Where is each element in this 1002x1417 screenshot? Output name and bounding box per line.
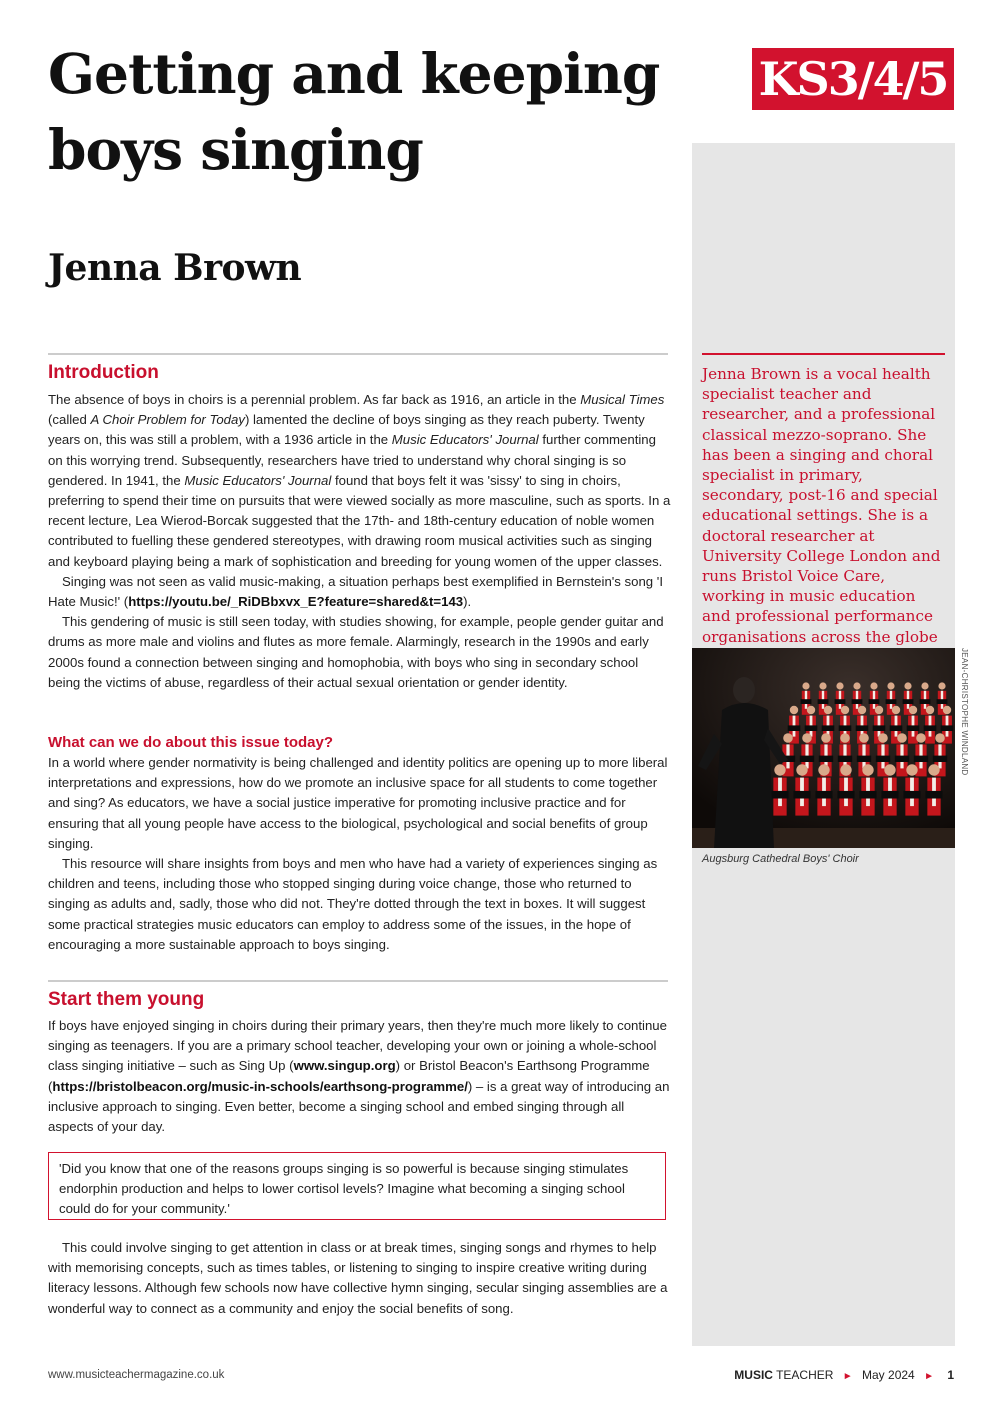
singer-head [790, 706, 798, 714]
singer-folder [856, 725, 869, 731]
singer-head [802, 733, 812, 743]
photo-credit: JEAN-CHRISTOPHE WINDLAND [960, 648, 969, 776]
singer-head [853, 682, 860, 689]
young-paragraph-1: If boys have enjoyed singing in choirs during their primary years, then they're much more likely to continue singing as teenagers. If you are a primary school teacher, developing your own or joining a whole-school class singing initiative – such as Sing Up (www.singup.org) or Bristol Beacon's Earthsong Programme (https://bristolbeacon.org/music-in-schools/earthsong-programme/) – is a great way of introducing an inclusive approach to singing. Even better, become a singing school and embed singing through all aspects of your day. [48, 1018, 670, 1135]
singer-folder [838, 756, 852, 762]
singer-folder [857, 756, 871, 762]
arrow-icon: ► [842, 1371, 853, 1382]
singer-head [943, 706, 951, 714]
singer-head [836, 682, 843, 689]
singer-head [840, 764, 851, 775]
heading-introduction: Introduction [48, 362, 159, 383]
singer-head [796, 764, 807, 775]
singer-head [774, 764, 785, 775]
singer-folder [869, 699, 880, 704]
singer-head [870, 682, 877, 689]
singer-folder [818, 699, 829, 704]
singer-head [862, 764, 873, 775]
singer-folder [881, 791, 898, 799]
singer-folder [788, 725, 801, 731]
start-young-body-continued [48, 1238, 672, 1319]
singer-head [824, 706, 832, 714]
singer-folder [800, 756, 814, 762]
singer-folder [937, 699, 948, 704]
singer-folder [941, 725, 954, 731]
singer-head [878, 733, 888, 743]
singer-head [807, 706, 815, 714]
singer-folder [876, 756, 890, 762]
singer-head [858, 706, 866, 714]
bernstein-video-link[interactable]: https://youtu.be/_RiDBbxvx_E?feature=shared&t=143 [128, 594, 464, 610]
intro-paragraph-1: The absence of boys in choirs is a perennial problem. As far back as 1916, an article in the Musical Times (called A Choir Problem for Today) lamented the decline of boys singing as they reach puberty. Twenty years on, this was still a problem, with a 1936 article in the Music Educators' Journal further commenting on this worrying trend. Subsequently, researchers have tried to understand why choral singing is so gendered. In 1941, the Music Educators' Journal found that boys felt it was 'sissy' to sing in choirs, preferring to spend their time on pursuits that were viewed socially as more masculine, such as sports. In a recent lecture, Lea Wierod-Borcak suggested that the 17th- and 18th-century education of noble women contributed to fuelling these gendered stereotypes, with drawing room musical activities such as singing and keyboard playing being a mark of sophistication and breeding for young women of the upper classes. [48, 392, 671, 569]
singer-head [884, 764, 895, 775]
young-paragraph-2: This could involve singing to get attention in class or at break times, singing songs and rhymes to help with memorising concepts, such as times tables, or listening to singing to inspire creative writing during literacy lessons. Although few schools now have collective hymn singing, secular singing assemblies are a wonderful way to connect as a community and enjoy the social benefits of song. [48, 1240, 668, 1316]
photo-caption: Augsburg Cathedral Boys' Choir [702, 853, 859, 865]
singer-head [926, 706, 934, 714]
intro-paragraph-2: Singing was not seen as valid music-making, a situation perhaps best exemplified in Bernstein's song 'I Hate Music!' (https://youtu.be/_RiDBbxvx_E?feature=shared&t=143). [48, 573, 663, 610]
singer-folder [852, 699, 863, 704]
singer-folder [793, 791, 810, 799]
author-bio: Jenna Brown is a vocal health specialist teacher and researcher, and a professional classical mezzo-soprano. She has been a singing and choral specialist in primary, secondary, post-16 and special educational settings. She is a doctoral researcher at University College London and runs Bristol Voice Care, working in music education and professional performance organisations across the globe [702, 365, 941, 646]
singer-head [802, 682, 809, 689]
intro-paragraph-3: This gendering of music is still seen today, with studies showing, for example, people gender guitar and drums as more male and violins and flutes as more female. Alarmingly, research in the 1990s and early 2000s found a connection between singing and homophobia, with boys who sing in secondary school being the victims of abuse, regardless of their actual sexual orientation or gender identity. [48, 614, 664, 690]
singer-folder [805, 725, 818, 731]
singer-folder [839, 725, 852, 731]
magazine-name-rest: TEACHER [776, 1368, 834, 1382]
singer-folder [920, 699, 931, 704]
arrow-icon: ► [924, 1371, 934, 1382]
bio-divider [702, 353, 945, 355]
singer-folder [771, 791, 788, 799]
singer-folder [822, 725, 835, 731]
singer-folder [914, 756, 928, 762]
singer-head [859, 733, 869, 743]
page-number: 1 [947, 1368, 954, 1382]
section-divider [48, 980, 668, 982]
singer-folder [819, 756, 833, 762]
singer-folder [903, 791, 920, 799]
singer-folder [801, 699, 812, 704]
singup-link[interactable]: www.singup.org [293, 1058, 396, 1074]
singer-head [916, 733, 926, 743]
issue-paragraph-1: In a world where gender normativity is being challenged and identity politics are opening up to more liberal interpretations and expressions, how do we promote an inclusive space for all students to come together and sing? As educators, we have a social justice imperative for promoting inclusive practice and for ensuring that all young people have access to the biological, psychological and social benefits of group singing. [48, 755, 668, 851]
singer-folder [815, 791, 832, 799]
singer-head [818, 764, 829, 775]
singer-head [840, 733, 850, 743]
singer-folder [835, 699, 846, 704]
start-young-body [48, 1016, 672, 1137]
singer-head [875, 706, 883, 714]
singer-folder [903, 699, 914, 704]
heading-start-them-young: Start them young [48, 989, 205, 1010]
introduction-body [48, 390, 672, 693]
earthsong-link[interactable]: https://bristolbeacon.org/music-in-schools/earthsong-programme/ [52, 1078, 468, 1094]
singer-folder [837, 791, 854, 799]
singer-head [897, 733, 907, 743]
key-stage-badge: KS3/4/5 [752, 48, 954, 110]
singer-head [887, 682, 894, 689]
singer-head [938, 682, 945, 689]
author-name: Jenna Brown [48, 247, 302, 289]
singer-head [904, 682, 911, 689]
heading-issue-today: What can we do about this issue today? [48, 734, 334, 751]
singer-head [906, 764, 917, 775]
singer-folder [933, 756, 947, 762]
singer-head [909, 706, 917, 714]
choir-photo-illustration [692, 648, 955, 848]
singer-head [892, 706, 900, 714]
magazine-name-bold: MUSIC [734, 1368, 773, 1382]
issue-paragraph-2: This resource will share insights from boys and men who have had a variety of experiences singing as children and teens, including those who stopped singing during voice change, those who returned to singing as adults and, sadly, those who did not. They're dotted through the text in boxes. It will suggest some practical strategies music educators can employ to address some of the issues, in the hope of encouraging a more sustainable approach to boys singing. [48, 856, 658, 952]
singer-head [783, 733, 793, 743]
singer-folder [925, 791, 942, 799]
singer-head [841, 706, 849, 714]
singer-folder [890, 725, 903, 731]
singer-folder [924, 725, 937, 731]
choir-photo [692, 648, 955, 848]
singer-folder [886, 699, 897, 704]
singer-folder [859, 791, 876, 799]
article-title: Getting and keeping boys singing [48, 41, 660, 182]
singer-folder [895, 756, 909, 762]
singer-head [819, 682, 826, 689]
section-divider [48, 353, 668, 355]
singer-head [921, 682, 928, 689]
footer-magazine-info [734, 1368, 954, 1382]
singer-head [821, 733, 831, 743]
issue-date: May 2024 [862, 1368, 915, 1382]
singer-head [928, 764, 939, 775]
singer-head [935, 733, 945, 743]
footer-website-link[interactable]: www.musicteachermagazine.co.uk [48, 1369, 225, 1381]
singer-folder [873, 725, 886, 731]
singer-folder [907, 725, 920, 731]
issue-body [48, 753, 672, 955]
quote-box: 'Did you know that one of the reasons groups singing is so powerful is because singing stimulates endorphin production and helps to lower cortisol levels? Imagine what becoming a singing school could do for your community.' [48, 1152, 666, 1220]
